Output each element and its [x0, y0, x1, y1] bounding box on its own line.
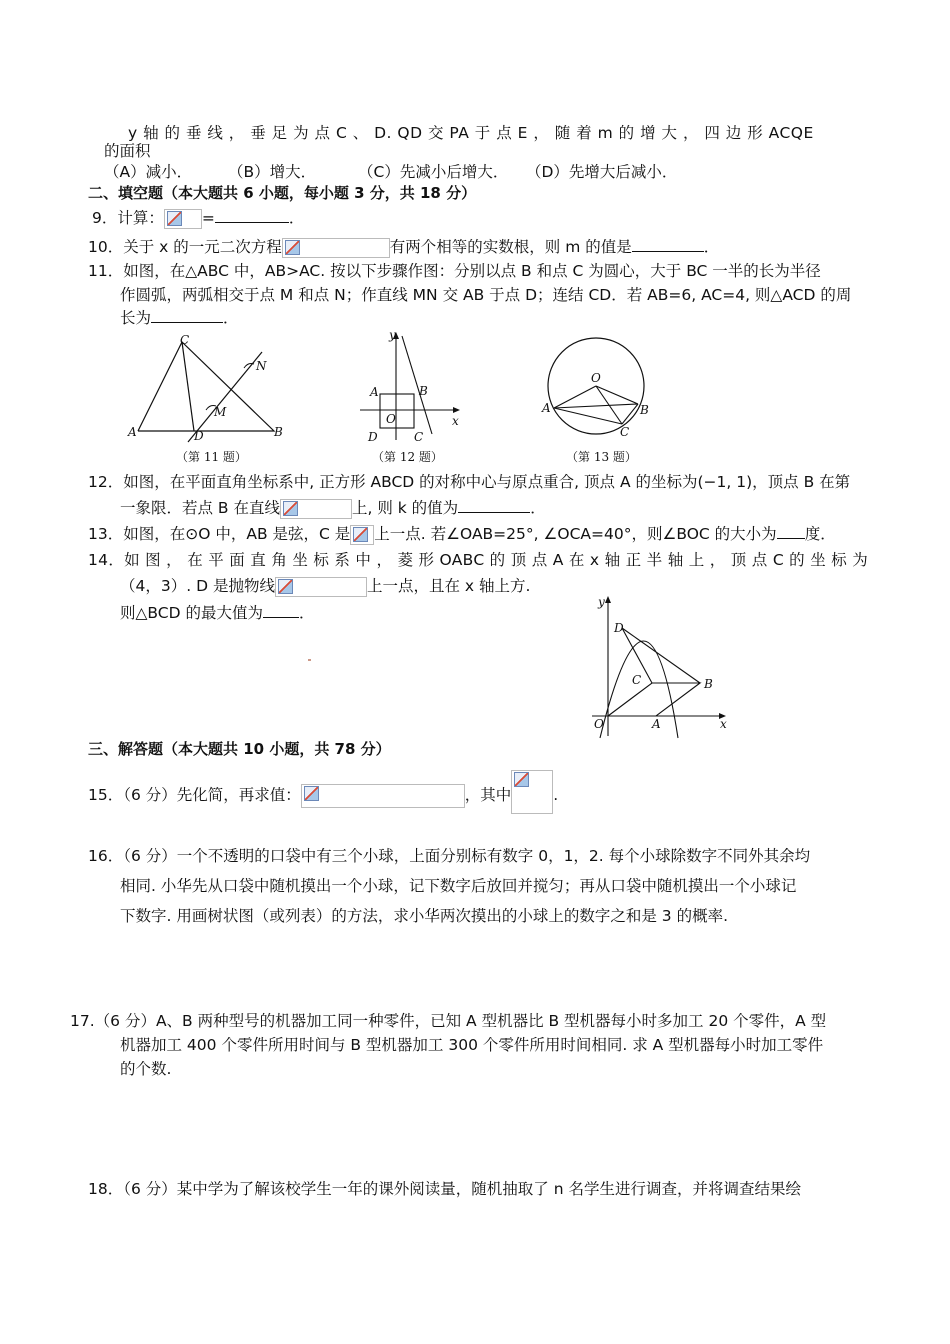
section-3-title: 三、解答题（本大题共 10 小题，共 78 分）: [88, 740, 391, 758]
question-11-line3: [120, 306, 239, 329]
q18-text-1: （6 分）某中学为了解该校学生一年的课外阅读量，随机抽取了 n 名学生进行调查，并将调查结果绘: [123, 1180, 801, 1198]
fig13-caption: （第 13 题）: [566, 450, 637, 464]
q15-number: 15．: [88, 786, 124, 804]
figure-12: [356, 330, 466, 446]
q11-end: ．: [223, 309, 239, 327]
fig11-label-b: B: [274, 425, 283, 439]
q8-line1: y 轴 的 垂 线 ， 垂 足 为 点 C 、 D. QD 交 PA 于 点 E ， 随 着 m 的 增 大 ， 四 边 形 ACQE: [128, 124, 814, 142]
q17-line3: 的个数.: [120, 1060, 172, 1078]
answer-blank: [215, 206, 289, 223]
fig14-label-c: C: [632, 673, 642, 687]
fig14-label-a: A: [652, 717, 661, 731]
question-10: [88, 235, 719, 258]
fig12-label-d: D: [368, 430, 378, 444]
question-12-line2: [120, 496, 546, 519]
q15-text-mid: ，其中: [464, 786, 512, 804]
q14-text-3: 则△BCD 的最大值为: [120, 604, 263, 622]
q15-text-pre: （6 分）先化简，再求值：: [123, 786, 301, 804]
q8-option-c: （C）先减小后增大．: [358, 163, 509, 181]
question-13: [88, 522, 836, 545]
broken-image-icon: [350, 525, 374, 545]
answer-blank: [151, 306, 223, 323]
broken-image-icon: [511, 770, 553, 814]
fig11-label-n: N: [256, 359, 267, 373]
answer-blank: [458, 496, 530, 513]
fig11-label-m: M: [214, 405, 227, 419]
q10-text-post: 有两个相等的实数根，则 m 的值是: [389, 238, 632, 256]
q16-line2: 相同. 小华先从口袋中随机摸出一个小球，记下数字后放回并搅匀；再从口袋中随机摸出一个小球记: [120, 877, 797, 895]
fig12-label-a: A: [370, 385, 379, 399]
fig14-label-o: O: [594, 717, 604, 731]
fig13-label-b: B: [640, 403, 649, 417]
question-9: [92, 206, 304, 229]
q13-text-post: 上一点. 若∠OAB=25°, ∠OCA=40°，则∠BOC 的大小为: [374, 525, 777, 543]
q10-end: ．: [703, 238, 720, 256]
q17-line2: 机器加工 400 个零件所用时间与 B 型机器加工 300 个零件所用时间相同. 求 A 型机器每小时加工零件: [120, 1036, 824, 1054]
broken-image-icon: [301, 784, 465, 808]
q9-equals: =: [201, 209, 215, 227]
q18-number: 18．: [88, 1180, 124, 1198]
q12-number: 12．: [88, 473, 124, 491]
q17-text-1: （6 分）A、B 两种型号的机器加工同一种零件，已知 A 型机器比 B 型机器每小时多加工 20 个零件，A 型: [94, 1012, 827, 1030]
q11-number: 11．: [88, 262, 124, 280]
fig14-label-x: x: [720, 717, 727, 731]
q8-option-a: （A）减小．: [104, 163, 193, 181]
q14-text-2b: 上一点，且在 x 轴上方.: [366, 577, 531, 595]
section-2-title: 二、填空题（本大题共 6 小题，每小题 3 分，共 18 分）: [88, 184, 477, 202]
q11-line2: 作圆弧，两弧相交于点 M 和点 N；作直线 MN 交 AB 于点 D；连结 CD．若 AB=6, AC=4, 则△ACD 的周: [120, 286, 852, 304]
q14-end: ．: [298, 604, 315, 622]
answer-blank: [263, 601, 299, 618]
answer-blank: [632, 235, 704, 252]
fig13-label-a: A: [542, 401, 551, 415]
q16-line3: 下数字. 用画树状图（或列表）的方法，求小华两次摸出的小球上的数字之和是 3 的概率.: [120, 907, 728, 925]
q9-text: 计算：: [117, 209, 164, 227]
stray-mark: [308, 659, 311, 661]
fig12-label-x: x: [452, 414, 459, 428]
fig14-label-y: y: [598, 595, 605, 609]
broken-image-icon: [164, 209, 202, 229]
q17-number: 17.: [70, 1012, 95, 1030]
q14-text-1: 如 图 ， 在 平 面 直 角 坐 标 系 中 ， 菱 形 OABC 的 顶 点 A 在 x 轴 正 半 轴 上 ， 顶 点 C 的 坐 标 为: [124, 551, 869, 569]
question-12-line1: [88, 471, 850, 493]
q8-option-b: （B）增大．: [228, 163, 317, 181]
q12-text-2a: 一象限．若点 B 在直线: [120, 499, 280, 517]
question-16-line1: [88, 842, 810, 870]
question-11-line1: [88, 260, 821, 282]
q10-number: 10．: [88, 238, 124, 256]
figure-13: [536, 334, 656, 446]
q13-end: 度．: [804, 525, 836, 543]
question-18-line1: [88, 1178, 801, 1200]
fig12-label-c: C: [414, 430, 424, 444]
fig14-label-b: B: [704, 677, 713, 691]
q16-number: 16．: [88, 847, 124, 865]
figure-14: [586, 590, 736, 740]
question-14-line1: [88, 549, 868, 571]
fig11-label-c: C: [180, 333, 190, 347]
fig13-label-c: C: [620, 425, 630, 439]
broken-image-icon: [282, 238, 390, 258]
q12-end: ．: [530, 499, 546, 517]
question-14-line3: [120, 601, 314, 624]
q12-text-2b: 上, 则 k 的值为: [352, 499, 459, 517]
q11-text-1: 如图，在△ABC 中，AB>AC. 按以下步骤作图：分别以点 B 和点 C 为圆心，大于 BC 一半的长为半径: [123, 262, 821, 280]
answer-blank: [777, 522, 805, 539]
fig12-label-o: O: [386, 412, 396, 426]
q13-text-pre: 如图，在⊙O 中，AB 是弦，C 是: [123, 525, 351, 543]
q8-line2: 的面积: [104, 142, 151, 160]
fig11-caption: （第 11 题）: [176, 450, 247, 464]
q10-text-pre: 关于 x 的一元二次方程: [123, 238, 282, 256]
question-17-line1: [70, 1010, 826, 1032]
q8-option-d: （D）先增大后减小．: [526, 163, 678, 181]
fig13-label-o: O: [591, 371, 601, 385]
q11-text-3: 长为: [120, 309, 152, 327]
q12-text-1: 如图，在平面直角坐标系中, 正方形 ABCD 的对称中心与原点重合, 顶点 A 的坐标为(−1, 1)，顶点 B 在第: [123, 473, 851, 491]
figure-11: [124, 330, 294, 446]
question-15: [88, 770, 558, 814]
fig12-caption: （第 12 题）: [372, 450, 443, 464]
q15-end: .: [553, 786, 559, 804]
fig14-label-d: D: [614, 621, 624, 635]
fig12-label-y: y: [389, 330, 396, 342]
q14-number: 14．: [88, 551, 125, 569]
q16-text-1: （6 分）一个不透明的口袋中有三个小球，上面分别标有数字 0，1，2. 每个小球除数字不同外其余均: [123, 847, 811, 865]
broken-image-icon: [280, 499, 352, 519]
fig11-label-d: D: [194, 429, 204, 443]
fig11-label-a: A: [128, 425, 137, 439]
fig12-label-b: B: [419, 384, 428, 398]
q13-number: 13．: [88, 525, 124, 543]
q9-number: 9．: [92, 209, 118, 227]
broken-image-icon: [275, 577, 367, 597]
question-14-line2: [120, 575, 530, 597]
q14-text-2a: （4，3）. D 是抛物线: [120, 577, 275, 595]
q9-end: ．: [288, 209, 305, 227]
